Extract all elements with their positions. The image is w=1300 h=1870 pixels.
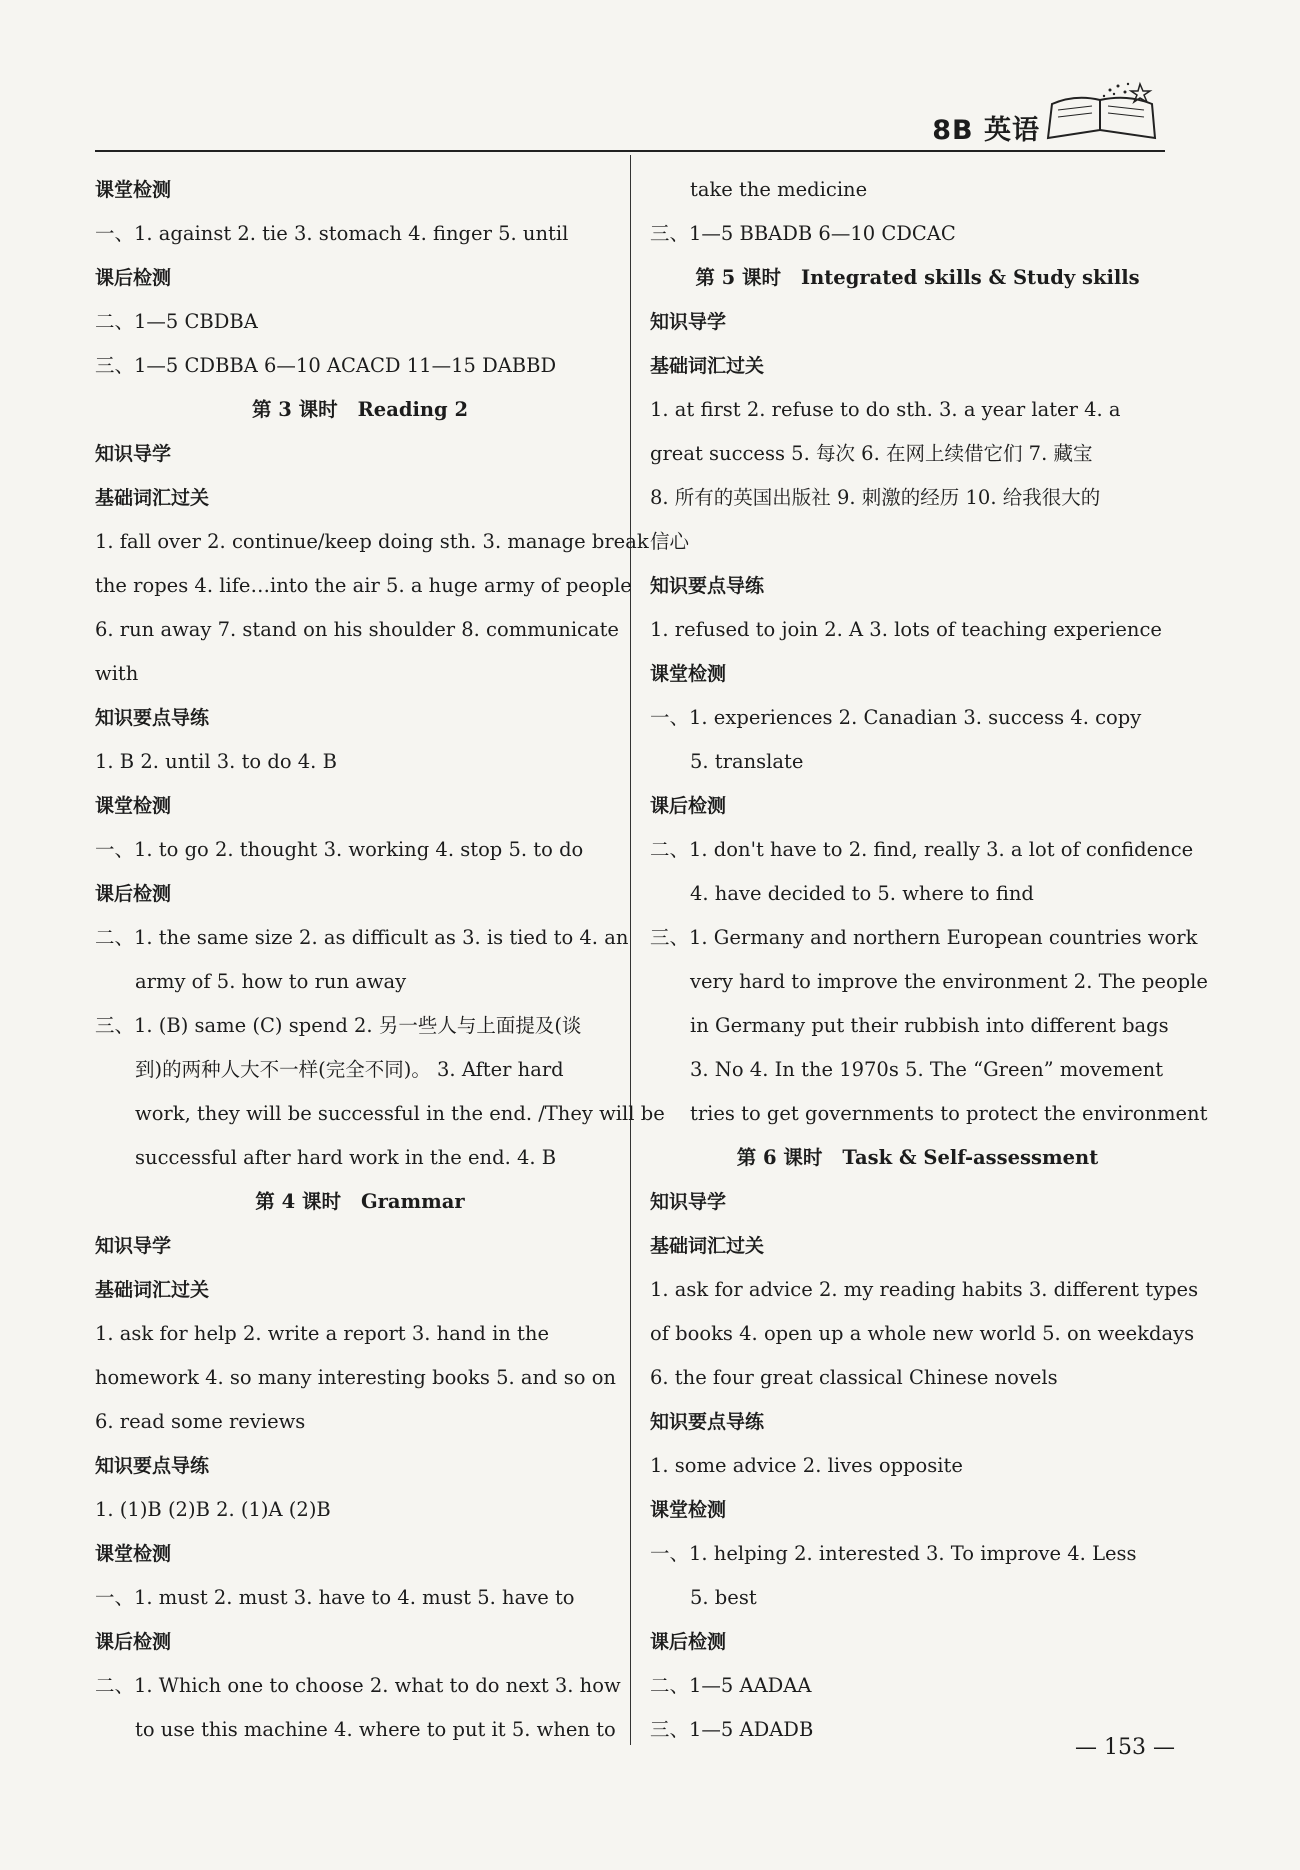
answer-line: 三、1—5 CDBBA 6—10 ACACD 11—15 DABBD bbox=[95, 354, 557, 377]
section-heading: 基础词汇过关 bbox=[650, 1235, 765, 1257]
answer-line: 一、1. helping 2. interested 3. To improve 4. Less bbox=[650, 1542, 1137, 1565]
header-rule bbox=[95, 150, 1165, 152]
column-divider bbox=[630, 155, 631, 1745]
answer-line: 5. translate bbox=[690, 750, 804, 773]
section-heading: 课后检测 bbox=[650, 795, 727, 817]
answer-line: 二、1. Which one to choose 2. what to do next 3. how bbox=[95, 1674, 621, 1697]
answer-line: work, they will be successful in the end. /They will be bbox=[135, 1102, 665, 1125]
answer-line: 5. best bbox=[690, 1586, 757, 1609]
lesson-name: Integrated skills & Study skills bbox=[800, 266, 1140, 289]
answer-line: homework 4. so many interesting books 5. and so on bbox=[95, 1366, 616, 1389]
answer-line: 到)的两种人大不一样(完全不同)。 3. After hard bbox=[135, 1058, 564, 1081]
answer-line: 一、1. to go 2. thought 3. working 4. stop 5. to do bbox=[95, 838, 584, 861]
answer-line: the ropes 4. life…into the air 5. a huge army of people bbox=[95, 574, 632, 597]
answer-line: army of 5. how to run away bbox=[135, 970, 407, 993]
lesson-title bbox=[650, 256, 1185, 300]
answer-line: 三、1—5 ADADB bbox=[650, 1718, 814, 1741]
lesson-title bbox=[650, 1136, 1185, 1180]
answer-line: 二、1. don't have to 2. find, really 3. a lot of confidence bbox=[650, 838, 1194, 861]
section-heading: 知识导学 bbox=[95, 1235, 172, 1257]
right-column bbox=[650, 168, 1208, 1752]
answer-line: 1. B 2. until 3. to do 4. B bbox=[95, 750, 337, 773]
answer-line: in Germany put their rubbish into different bags bbox=[690, 1014, 1169, 1037]
answer-line: 3. No 4. In the 1970s 5. The “Green” movement bbox=[690, 1058, 1164, 1081]
answer-line: 6. read some reviews bbox=[95, 1410, 306, 1433]
lesson-number: 第 5 课时 bbox=[695, 266, 781, 289]
section-heading: 知识要点导练 bbox=[95, 1455, 210, 1477]
answer-line: great success 5. 每次 6. 在网上续借它们 7. 藏宝 bbox=[650, 442, 1093, 465]
lesson-name: Task & Self-assessment bbox=[842, 1146, 1099, 1169]
answer-line: 二、1. the same size 2. as difficult as 3. is tied to 4. an bbox=[95, 926, 629, 949]
section-heading: 课堂检测 bbox=[95, 179, 172, 201]
answer-line: 一、1. experiences 2. Canadian 3. success 4. copy bbox=[650, 706, 1142, 729]
section-heading: 课后检测 bbox=[95, 1631, 172, 1653]
answer-line: 一、1. against 2. tie 3. stomach 4. finger 5. until bbox=[95, 222, 569, 245]
answer-line: 1. ask for advice 2. my reading habits 3. different types bbox=[650, 1278, 1199, 1301]
open-book-icon bbox=[1040, 80, 1165, 145]
lesson-title bbox=[95, 1180, 625, 1224]
answer-line: very hard to improve the environment 2. The people bbox=[690, 970, 1208, 993]
answer-line: 二、1—5 CBDBA bbox=[95, 310, 258, 333]
section-heading: 基础词汇过关 bbox=[95, 1279, 210, 1301]
section-heading: 知识导学 bbox=[650, 1191, 727, 1213]
answer-line: successful after hard work in the end. 4. B bbox=[135, 1146, 557, 1169]
lesson-number: 第 6 课时 bbox=[736, 1146, 823, 1169]
answer-line: take the medicine bbox=[690, 178, 868, 201]
answer-line: tries to get governments to protect the environment bbox=[690, 1102, 1208, 1125]
answer-line: 1. (1)B (2)B 2. (1)A (2)B bbox=[95, 1498, 331, 1521]
lesson-number: 第 4 课时 bbox=[255, 1190, 341, 1213]
header-title: 8B 英语 bbox=[932, 115, 1040, 146]
answer-line: to use this machine 4. where to put it 5. when to bbox=[135, 1718, 616, 1741]
section-heading: 知识导学 bbox=[650, 311, 727, 333]
answer-line: 三、1. (B) same (C) spend 2. 另一些人与上面提及(谈 bbox=[95, 1014, 582, 1037]
answer-line: 8. 所有的英国出版社 9. 刺激的经历 10. 给我很大的 bbox=[650, 486, 1101, 509]
section-heading: 课堂检测 bbox=[95, 795, 172, 817]
answer-line: 6. run away 7. stand on his shoulder 8. communicate bbox=[95, 618, 619, 641]
section-heading: 知识要点导练 bbox=[650, 575, 765, 597]
answer-line: 1. at first 2. refuse to do sth. 3. a year later 4. a bbox=[650, 398, 1121, 421]
answer-line: with bbox=[95, 662, 139, 685]
section-heading: 知识要点导练 bbox=[650, 1411, 765, 1433]
answer-line: 信心 bbox=[650, 530, 690, 553]
section-heading: 课堂检测 bbox=[650, 1499, 727, 1521]
answer-line: 6. the four great classical Chinese novels bbox=[650, 1366, 1058, 1389]
section-heading: 课堂检测 bbox=[95, 1543, 172, 1565]
section-heading: 课后检测 bbox=[650, 1631, 727, 1653]
section-heading: 基础词汇过关 bbox=[650, 355, 765, 377]
section-heading: 课后检测 bbox=[95, 883, 172, 905]
answer-line: 二、1—5 AADAA bbox=[650, 1674, 812, 1697]
answer-line: 1. some advice 2. lives opposite bbox=[650, 1454, 963, 1477]
page-number: — 153 — bbox=[1075, 1735, 1175, 1760]
section-heading: 基础词汇过关 bbox=[95, 487, 210, 509]
answer-line: 三、1. Germany and northern European countries work bbox=[650, 926, 1198, 949]
left-column bbox=[95, 168, 665, 1752]
answer-line: 1. refused to join 2. A 3. lots of teaching experience bbox=[650, 618, 1162, 641]
answer-line: 1. fall over 2. continue/keep doing sth. 3. manage break bbox=[95, 530, 649, 553]
lesson-title bbox=[95, 388, 625, 432]
answer-line: 1. ask for help 2. write a report 3. hand in the bbox=[95, 1322, 549, 1345]
section-heading: 课后检测 bbox=[95, 267, 172, 289]
lesson-name: Reading 2 bbox=[357, 398, 469, 421]
answer-line: 4. have decided to 5. where to find bbox=[690, 882, 1034, 905]
page-header bbox=[95, 80, 1165, 155]
section-heading: 课堂检测 bbox=[650, 663, 727, 685]
section-heading: 知识要点导练 bbox=[95, 707, 210, 729]
answer-line: of books 4. open up a whole new world 5. on weekdays bbox=[650, 1322, 1195, 1345]
section-heading: 知识导学 bbox=[95, 443, 172, 465]
lesson-number: 第 3 课时 bbox=[251, 398, 338, 421]
answer-line: 一、1. must 2. must 3. have to 4. must 5. have to bbox=[95, 1586, 575, 1609]
lesson-name: Grammar bbox=[360, 1190, 465, 1213]
answer-line: 三、1—5 BBADB 6—10 CDCAC bbox=[650, 222, 956, 245]
